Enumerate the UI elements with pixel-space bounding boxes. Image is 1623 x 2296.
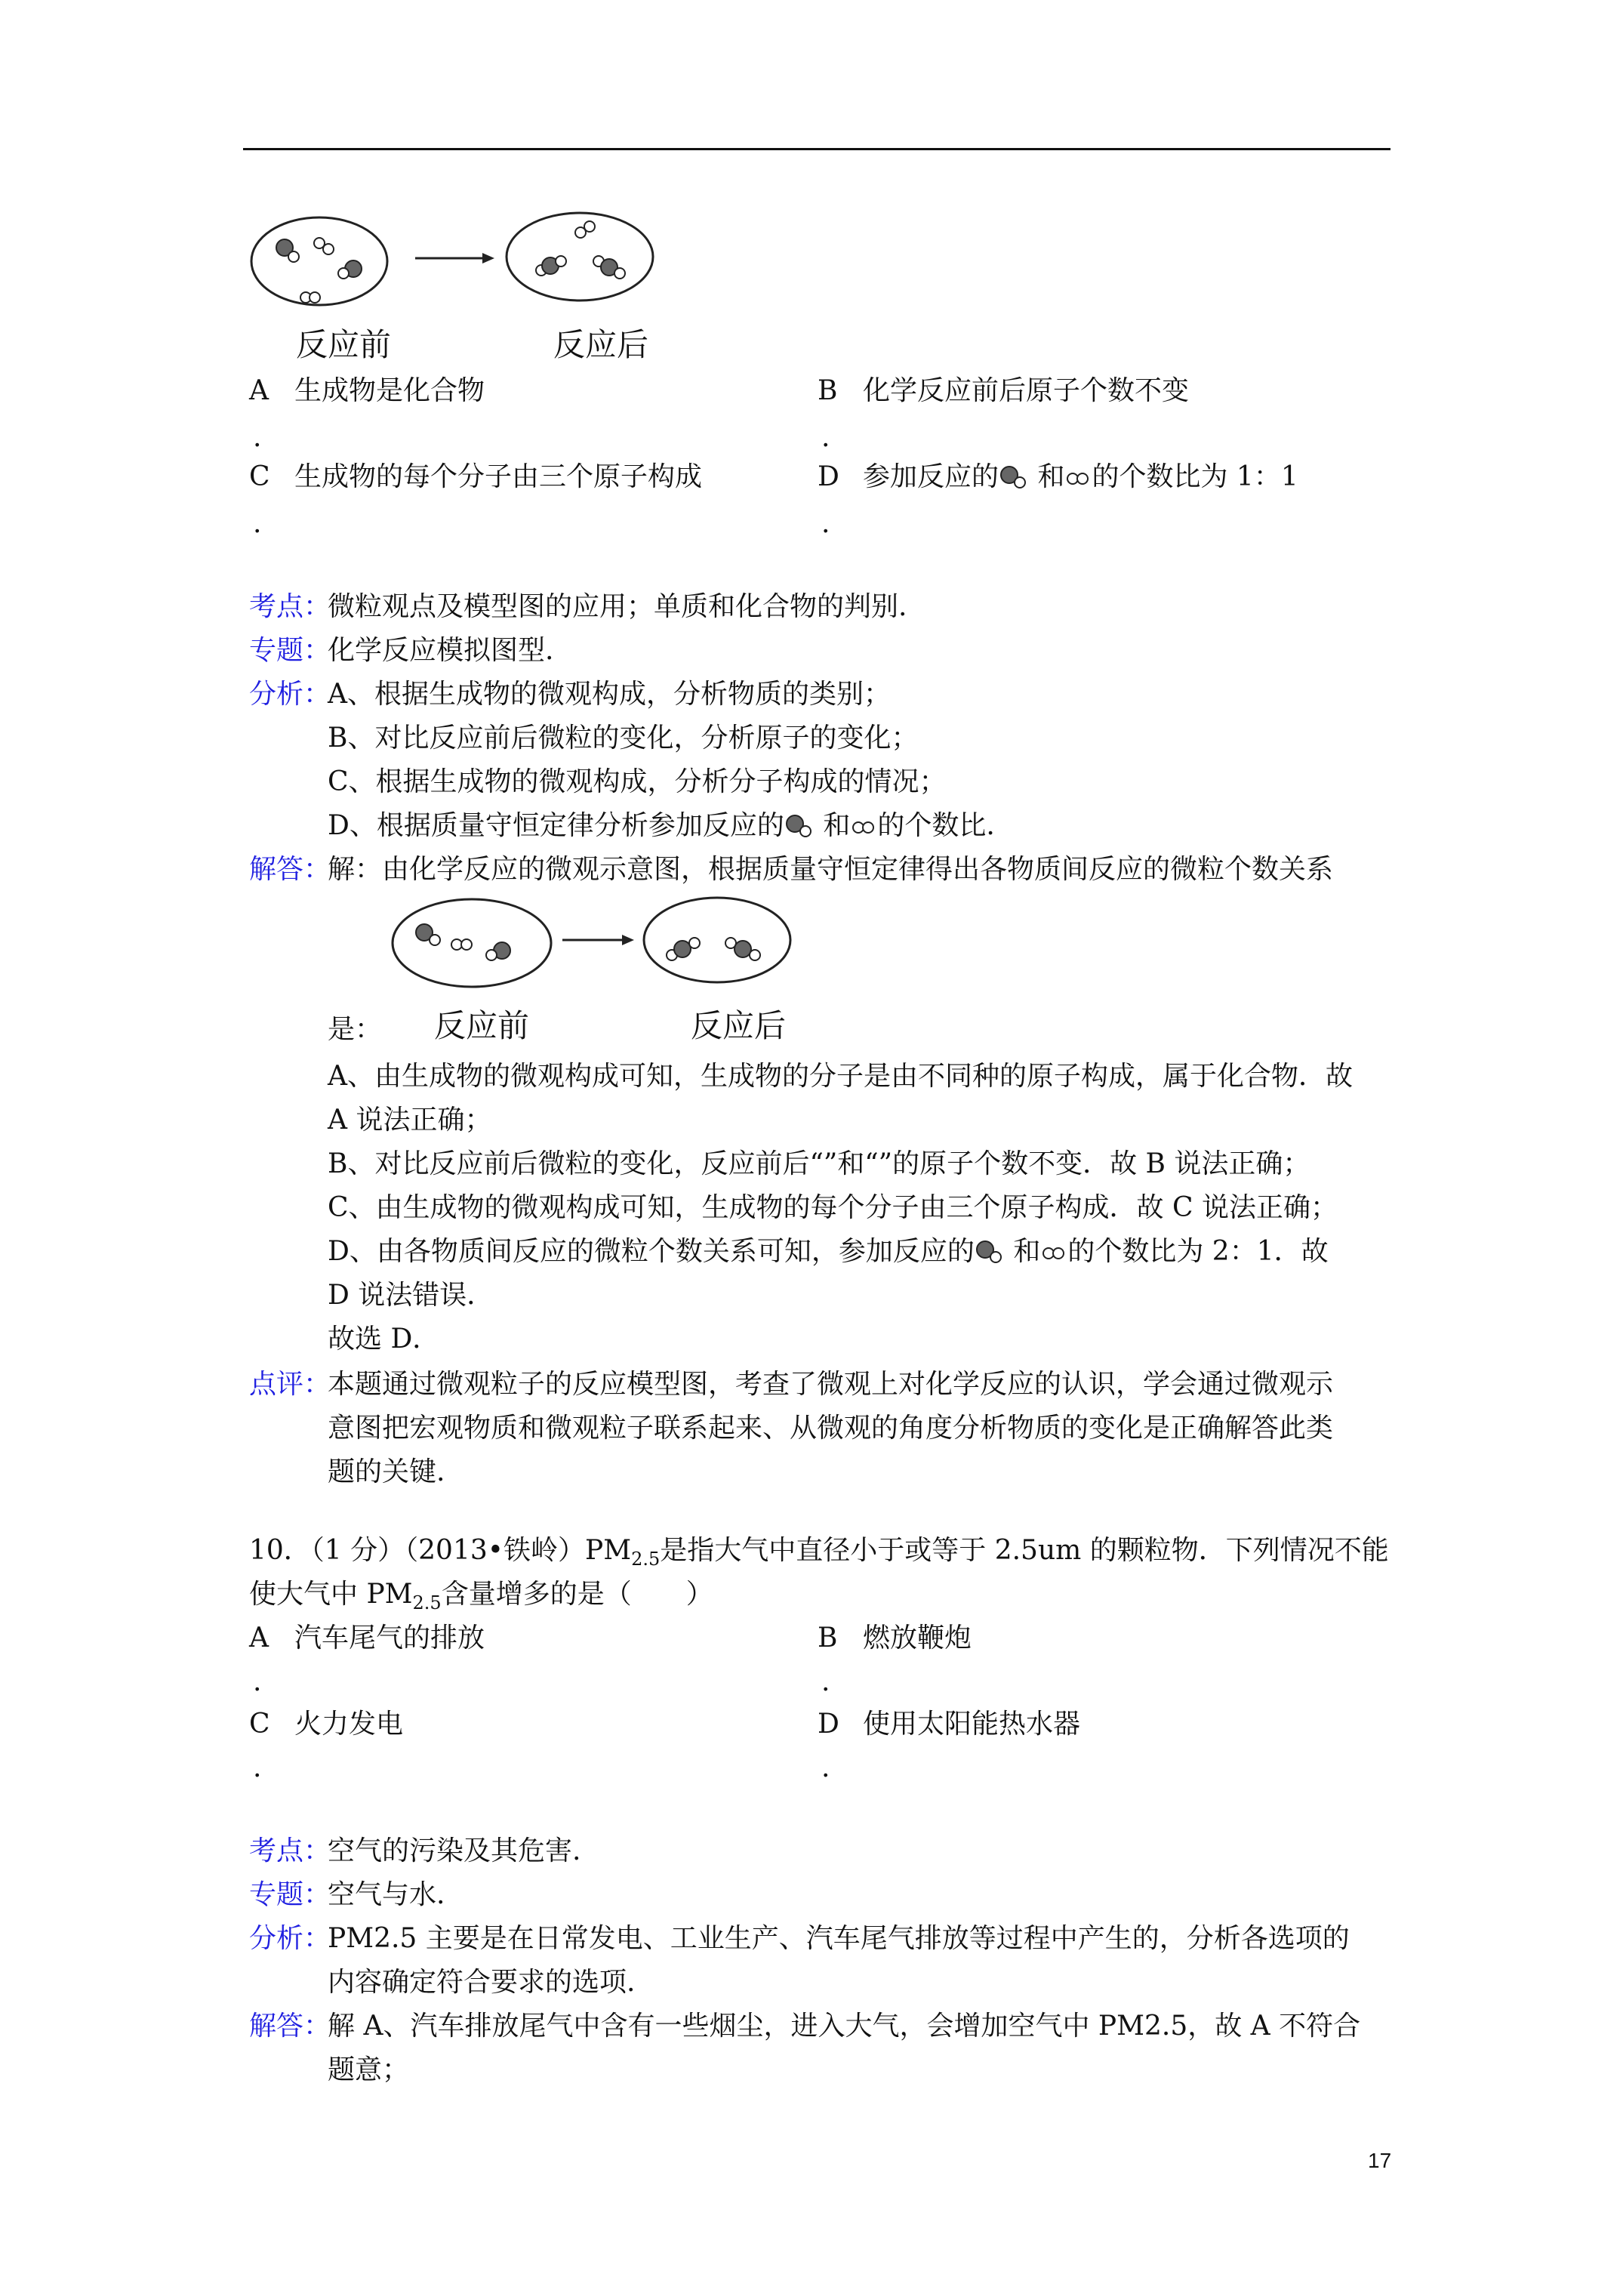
option-d-letter: D (818, 461, 839, 492)
kaodian-label: 考点： (249, 1835, 331, 1866)
dark-atom (735, 941, 751, 957)
option-dot: . (253, 508, 262, 539)
dianping-line: 题的关键. (328, 1456, 445, 1487)
fenxi-line: PM2.5 主要是在日常发电、工业生产、汽车尾气排放等过程中产生的，分析各选项的 (328, 1923, 1350, 1954)
fenxi-line: 内容确定符合要求的选项. (328, 1967, 636, 1998)
fenxi-label: 分析： (249, 679, 331, 710)
option-a-letter: A (249, 375, 269, 406)
light-atom (750, 950, 760, 960)
kaodian-text: 空气的污染及其危害. (328, 1835, 581, 1866)
light-atom (288, 251, 299, 262)
light-atom (310, 292, 320, 303)
question-10-stem-line2: 使大气中 $PM_{2.5}$含量增多的是（ ） (249, 1579, 713, 1613)
dark-molecule-icon (975, 1239, 1005, 1265)
light-atom (430, 935, 440, 945)
after-label: 反应后 (691, 1007, 787, 1044)
option-d-text: 使用太阳能热水器 (863, 1709, 1081, 1740)
before-label: 反应前 (296, 326, 392, 363)
option-c-text: 生成物的每个分子由三个原子构成 (294, 461, 703, 492)
fenxi-line-d: D、根据质量守恒定律分析参加反应的 和 的个数比. (328, 810, 995, 841)
option-b-text: 燃放鞭炮 (863, 1623, 972, 1653)
light-atom (461, 939, 472, 950)
after-ellipse (507, 213, 653, 300)
before-ellipse (251, 217, 387, 305)
jieda-line: A 说法正确； (328, 1105, 492, 1136)
kaodian-text: 微粒观点及模型图的应用；单质和化合物的判别. (328, 591, 907, 622)
jieda-line: B、对比反应前后微粒的变化，反应前后“”和“”的原子个数不变．故 B 说法正确； (328, 1148, 1310, 1179)
shi-label: 是： (328, 1014, 383, 1045)
fenxi-line: C、根据生成物的微观构成，分析分子构成的情况； (328, 766, 947, 797)
light-atom (486, 950, 497, 960)
page-number: 17 (1368, 2149, 1392, 2172)
option-b-letter: B (818, 375, 838, 406)
zhuanti-label: 专题： (249, 1879, 331, 1910)
dianping-line: 意图把宏观物质和微观粒子联系起来、从微观的角度分析物质的变化是正确解答此类 (328, 1413, 1334, 1444)
reaction-diagram-1 (245, 211, 668, 317)
jieda-label: 解答： (249, 2011, 331, 2042)
option-b-text: 化学反应前后原子个数不变 (863, 375, 1190, 406)
answer-line: 故选 D． (328, 1324, 440, 1354)
jieda-line: A、由生成物的微观构成可知，生成物的分子是由不同种的原子构成，属于化合物．故 (328, 1061, 1353, 1092)
jieda-line-d: D、由各物质间反应的微粒个数关系可知，参加反应的 和 的个数比为 2：1．故 (328, 1236, 1329, 1267)
dark-molecule-icon (999, 464, 1029, 490)
option-dot: . (821, 422, 830, 453)
question-10-stem: 10．（1 分）（2013•铁岭）$PM_{2.5}$是指大气中直径小于或等于 2.5um 的颗粒物．下列情况不能 (249, 1535, 1389, 1570)
light-atom (584, 221, 595, 232)
light-atom (451, 939, 462, 950)
header-rule (243, 148, 1390, 150)
jieda-line: 解 A、汽车排放尾气中含有一些烟尘，进入大气，会增加空气中 PM2.5，故 A 不符合 (328, 2011, 1361, 2042)
jieda-line: C、由生成物的微观构成可知，生成物的每个分子由三个原子构成．故 C 说法正确； (328, 1192, 1338, 1223)
zhuanti-text: 化学反应模拟图型. (328, 635, 554, 666)
option-c-letter: C (249, 1709, 270, 1740)
light-atom (614, 268, 625, 279)
option-dot: . (253, 1666, 262, 1697)
option-dot: . (253, 422, 262, 453)
option-a-text: 汽车尾气的排放 (294, 1623, 485, 1653)
dianping-label: 点评： (249, 1369, 331, 1400)
light-molecule-icon (1064, 467, 1092, 490)
fenxi-label: 分析： (249, 1923, 331, 1954)
jieda-line: 题意； (328, 2054, 410, 2085)
before-label: 反应前 (434, 1007, 530, 1044)
zhuanti-label: 专题： (249, 635, 331, 666)
light-atom (323, 244, 334, 254)
option-d-text: 参加反应的 和 的个数比为 1：1 (863, 461, 1298, 492)
jieda-line: D 说法错误． (328, 1280, 494, 1311)
option-dot: . (821, 1752, 830, 1783)
light-atom (338, 268, 349, 279)
option-c-text: 火力发电 (294, 1709, 404, 1740)
option-dot: . (821, 1666, 830, 1697)
dianping-line: 本题通过微观粒子的反应模型图，考查了微观上对化学反应的认识，学会通过微观示 (328, 1369, 1334, 1400)
light-atom (689, 938, 700, 948)
option-c-letter: C (249, 461, 270, 492)
dark-atom (674, 941, 691, 957)
light-molecule-icon (850, 816, 877, 839)
option-dot: . (821, 508, 830, 539)
fenxi-line: A、根据生成物的微观构成，分析物质的类别； (328, 679, 891, 710)
after-ellipse (644, 898, 790, 982)
light-molecule-icon (1040, 1242, 1067, 1265)
dark-molecule-icon (784, 813, 815, 839)
reaction-diagram-2 (385, 895, 800, 1000)
after-label: 反应后 (553, 326, 649, 363)
jieda-label: 解答： (249, 854, 331, 885)
fenxi-line: B、对比反应前后微粒的变化，分析原子的变化； (328, 723, 919, 754)
light-atom (556, 256, 566, 267)
option-dot: . (253, 1752, 262, 1783)
kaodian-label: 考点： (249, 591, 331, 622)
zhuanti-text: 空气与水. (328, 1879, 445, 1910)
option-a-text: 生成物是化合物 (294, 375, 485, 406)
jieda-intro: 解：由化学反应的微观示意图，根据质量守恒定律得出各物质间反应的微粒个数关系 (328, 854, 1334, 885)
option-a-letter: A (249, 1623, 269, 1653)
option-d-letter: D (818, 1709, 839, 1740)
option-b-letter: B (818, 1623, 838, 1653)
